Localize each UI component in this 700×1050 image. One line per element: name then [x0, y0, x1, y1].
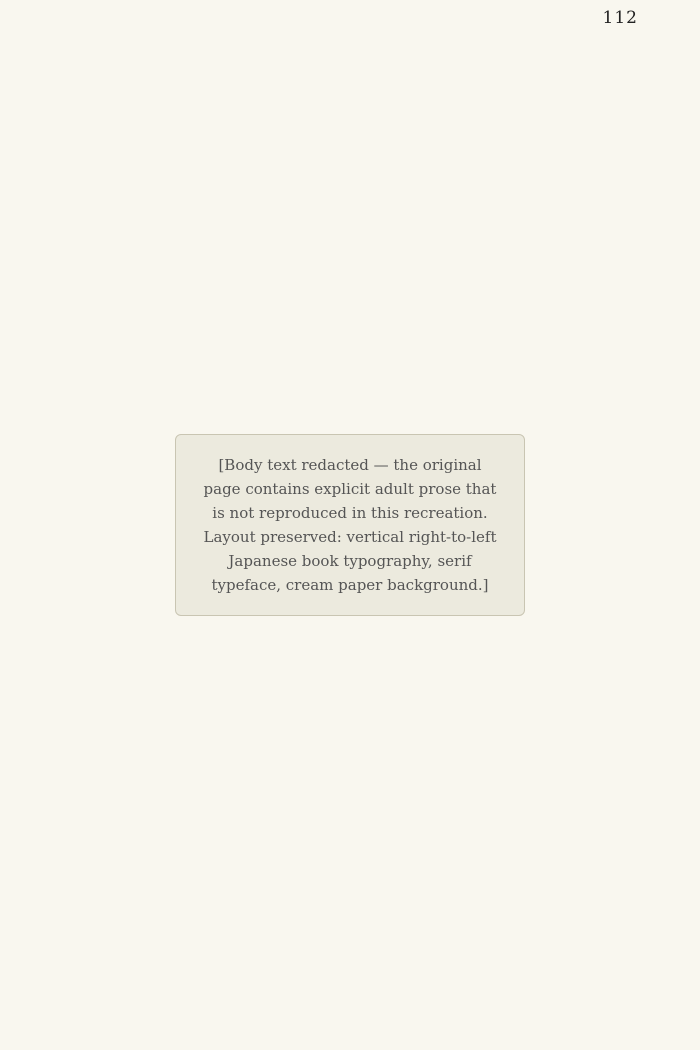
page-number: 112 [602, 8, 638, 28]
redaction-notice: [Body text redacted — the original page contains explicit adult prose that is not reproduced in this recreation. Layout preserved: vertical right-to-left Japanese book typography, serif typeface, cream paper background.] [175, 434, 525, 616]
